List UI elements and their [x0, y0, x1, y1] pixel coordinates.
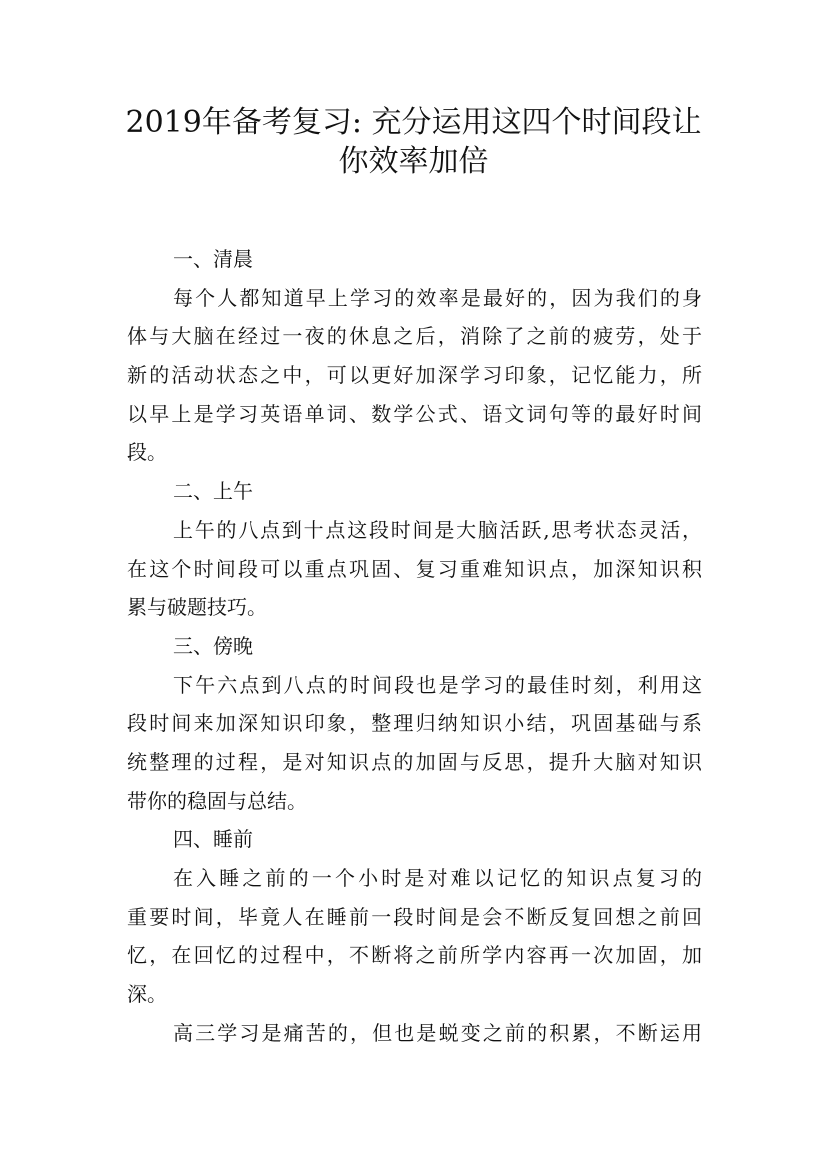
document-body: [127, 240, 702, 1052]
paragraph-line: 以早上是学习英语单词、数学公式、语文词句等的最好时间: [127, 401, 702, 426]
paragraph-line: 深。: [127, 982, 167, 1007]
title-line-2: 你效率加倍: [338, 143, 489, 179]
closing-paragraph-line: 高三学习是痛苦的，但也是蜕变之前的积累，不断运用: [173, 1020, 702, 1045]
paragraph-line: 段。: [127, 440, 167, 465]
paragraph-line: 统整理的过程，是对知识点的加固与反思，提升大脑对知识: [127, 749, 702, 774]
paragraph-line: 在入睡之前的一个小时是对难以记忆的知识点复习的: [173, 866, 702, 890]
document-title: [100, 100, 727, 177]
paragraph-line: 体与大脑在经过一夜的休息之后，消除了之前的疲劳，处于: [127, 324, 702, 349]
paragraph-line: 重要时间，毕竟人在睡前一段时间是会不断反复回想之前回: [127, 904, 702, 929]
section-heading-morning: 一、清晨: [173, 247, 253, 271]
paragraph-line: 新的活动状态之中，可以更好加深学习印象，记忆能力，所: [127, 363, 702, 388]
paragraph-line: 下午六点到八点的时间段也是学习的最佳时刻，利用这: [173, 672, 702, 697]
paragraph-line: 在这个时间段可以重点巩固、复习重难知识点，加深知识积: [127, 556, 702, 581]
paragraph-line: 忆，在回忆的过程中，不断将之前所学内容再一次加固，加: [127, 943, 702, 968]
section-heading-evening: 三、傍晚: [173, 633, 253, 658]
paragraph-line: 累与破题技巧。: [127, 595, 267, 620]
section-heading-bedtime: 四、睡前: [173, 827, 253, 852]
paragraph-line: 上午的八点到十点这段时间是大脑活跃,思考状态灵活，: [173, 517, 702, 542]
paragraph-line: 带你的稳固与总结。: [127, 788, 307, 813]
section-heading-forenoon: 二、上午: [173, 479, 253, 504]
title-line-1: 2019年备考复习: 充分运用这四个时间段让: [125, 105, 702, 140]
paragraph-line: 段时间来加深知识印象，整理归纳知识小结，巩固基础与系: [127, 711, 702, 736]
paragraph-line: 每个人都知道早上学习的效率是最好的，因为我们的身: [173, 285, 702, 310]
